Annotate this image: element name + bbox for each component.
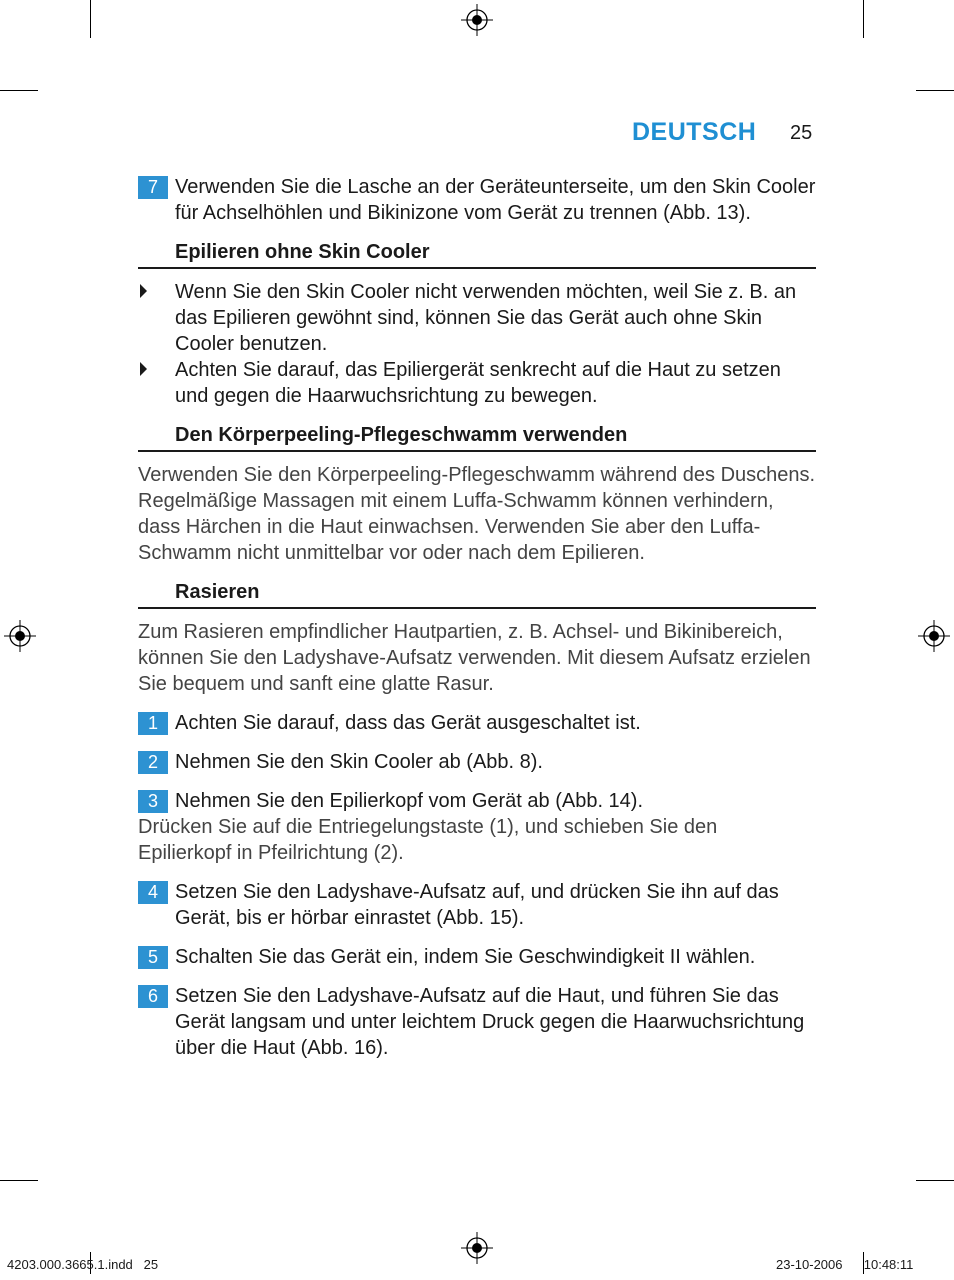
registration-mark-icon [918, 620, 950, 652]
bullet-text: Wenn Sie den Skin Cooler nicht verwenden möchten, weil Sie z. B. an das Epilieren gewöhnt sind, können Sie das Gerät auch ohne Skin Cooler benutzen. [175, 281, 797, 355]
page-number: 25 [790, 122, 813, 144]
step-number: 6 [138, 985, 168, 1008]
step-item [138, 944, 816, 970]
page-content [138, 174, 816, 1074]
paragraph-line: Verwenden Sie den Körperpeeling-Pflegeschwamm während des Duschens. [138, 464, 816, 486]
step-item [138, 174, 816, 226]
bullet-text: Achten Sie darauf, das Epiliergerät senkrecht auf die Haut zu setzen und gegen die Haarwuchsrichtung zu bewegen. [175, 359, 781, 407]
step-note: Drücken Sie auf die Entriegelungstaste (1), und schieben Sie den Epilierkopf in Pfeilrichtung (2). [138, 816, 718, 864]
section-heading: Den Körperpeeling-Pflegeschwamm verwenden [175, 422, 816, 450]
crop-mark [90, 0, 91, 38]
body-paragraph [138, 462, 816, 566]
step-text: Nehmen Sie den Epilierkopf vom Gerät ab (Abb. 14). [175, 790, 644, 812]
language-heading: DEUTSCH [632, 118, 757, 146]
step-number: 5 [138, 946, 168, 969]
crop-mark [916, 90, 954, 91]
step-number: 4 [138, 881, 168, 904]
step-text: Nehmen Sie den Skin Cooler ab (Abb. 8). [175, 751, 543, 773]
footer-time: 10:48:11 [863, 1257, 914, 1272]
step-item [138, 710, 816, 736]
step-item [138, 788, 816, 814]
bullet-item [138, 279, 816, 357]
step-number: 7 [138, 176, 168, 199]
bullet-marker-icon [140, 362, 147, 376]
bullet-marker-icon [140, 284, 147, 298]
crop-mark [0, 90, 38, 91]
step-item [138, 983, 816, 1061]
step-text: Setzen Sie den Ladyshave-Aufsatz auf, und drücken Sie ihn auf das Gerät, bis er hörbar einrastet (Abb. 15). [175, 881, 779, 929]
step-number: 3 [138, 790, 168, 813]
crop-mark [0, 1180, 38, 1181]
registration-mark-icon [4, 620, 36, 652]
step-text: Schalten Sie das Gerät ein, indem Sie Geschwindigkeit II wählen. [175, 946, 756, 968]
step-item [138, 879, 816, 931]
step-number: 2 [138, 751, 168, 774]
footer-date: 23-10-2006 [776, 1257, 843, 1272]
section-heading: Epilieren ohne Skin Cooler [175, 239, 816, 267]
step-number: 1 [138, 712, 168, 735]
step-text: Verwenden Sie die Lasche an der Geräteunterseite, um den Skin Cooler für Achselhöhlen und Bikinizone vom Gerät zu trennen (Abb. 13). [175, 176, 816, 224]
step-text: Achten Sie darauf, dass das Gerät ausgeschaltet ist. [175, 712, 641, 734]
crop-mark [916, 1180, 954, 1181]
bullet-item [138, 357, 816, 409]
footer-timestamp [776, 1257, 913, 1272]
footer-file-info: 4203.000.3665.1.indd 25 [7, 1257, 159, 1272]
step-item [138, 749, 816, 775]
section-heading: Rasieren [175, 579, 816, 607]
body-paragraph: Zum Rasieren empfindlicher Hautpartien, z. B. Achsel- und Bikinibereich, können Sie den Ladyshave-Aufsatz verwenden. Mit diesem Aufsatz erzielen Sie bequem und sanft eine glatte Rasur. [138, 621, 811, 695]
crop-mark [863, 0, 864, 38]
registration-mark-icon [461, 4, 493, 36]
paragraph-line: Regelmäßige Massagen mit einem Luffa-Schwamm können verhindern, dass Härchen in die Haut einwachsen. Verwenden Sie aber den Luffa-Schwamm nicht unmittelbar vor oder nach dem Epilieren. [138, 490, 774, 564]
registration-mark-icon [461, 1232, 493, 1264]
step-text: Setzen Sie den Ladyshave-Aufsatz auf die Haut, und führen Sie das Gerät langsam und unter leichtem Druck gegen die Haarwuchsrichtung über die Haut (Abb. 16). [175, 985, 805, 1059]
